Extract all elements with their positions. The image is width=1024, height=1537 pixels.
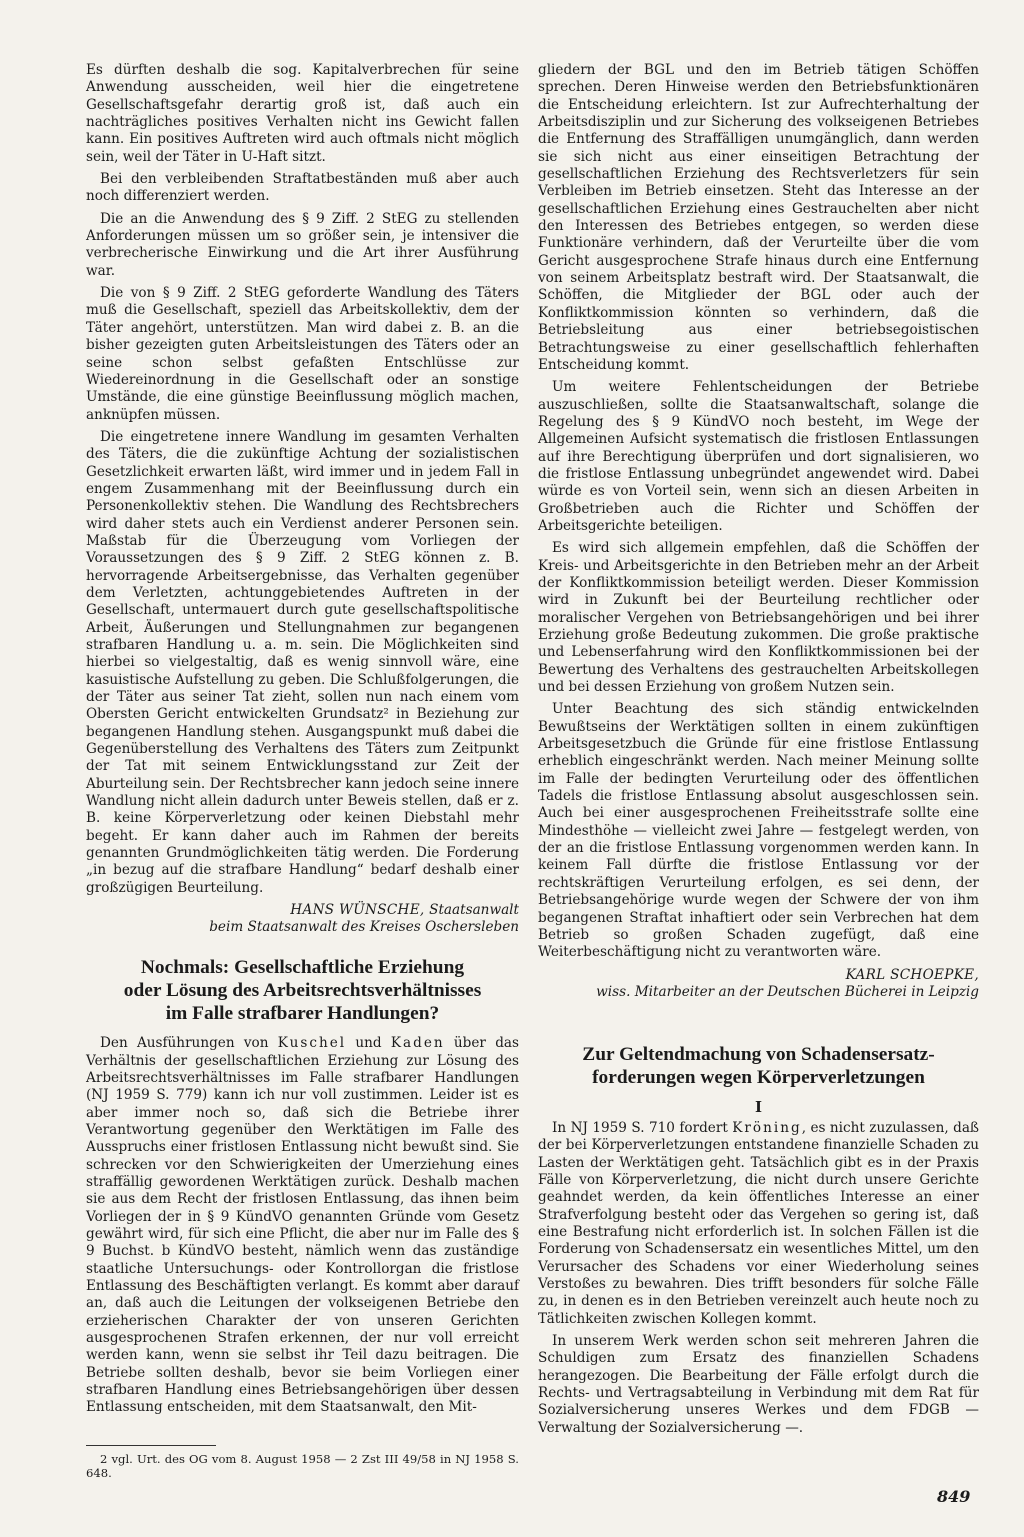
author-kaden: Kaden [390, 1035, 445, 1052]
intro-text: In NJ 1959 S. 710 fordert [552, 1119, 733, 1136]
article-heading [538, 1043, 979, 1089]
article-intro [86, 1035, 519, 1417]
heading-line: Nochmals: Gesellschaftliche Erziehung [140, 957, 465, 979]
paragraph: Die von § 9 Ziff. 2 StEG geforderte Wandlung des Täters muß die Gesellschaft, speziell das Arbeitskollektiv, dem der Täter angehört, unterstützen. Man wird dabei z. B. an die bisher gezeigten guten Arbeitsleistungen des Täters oder an seine schon selbst gefaßten Entschlüsse zur Wiedereinordnung in die Gesellschaft oder an sonstige Umstände, die eine günstige Beeinflussung möglich machen, anknüpfen müssen. [86, 285, 519, 423]
heading-line: forderungen wegen Körperverletzungen [592, 1066, 925, 1088]
author-name: KARL SCHOEPKE, [845, 966, 979, 983]
intro-text: Den Ausführungen von [100, 1035, 278, 1052]
paragraph: In unserem Werk werden schon seit mehreren Jahren die Schuldigen zum Ersatz des finanziellen Schadens herangezogen. Die Bearbeitung der Fälle erfolgt durch die Rechts- und Vertragsabteilung in Verbindung mit dem Rat für Sozialversicherung unseres Werkes und dem FDGB — Verwaltung der Sozialversicherung —. [538, 1333, 979, 1436]
article-intro [538, 1120, 979, 1328]
intro-text: über das Verhältnis der gesellschaftlichen Erziehung zur Lösung des Arbeitsrechtsverhältnisses im Falle strafbarer Handlungen (NJ 1959 S. 779) kann ich nur voll zustimmen. Leider ist es aber immer noch so, daß sich die Betriebe ihrer Verantwortung gegenüber den Werktätigen im Falle des Ausspruchs einer fristlosen Entlassung nicht bewußt sind. Sie schrecken vor den Schwierigkeiten der Umerziehung eines straffällig gewordenen Werktätigen zurück. Deshalb machen sie aus dem Recht der fristlosen Entlassung, das ihnen beim Vorliegen der in § 9 KündVO genannten Gründe vom Gesetz gewährt wird, für sich eine Pflicht, die aber nur im Falle des § 9 Buchst. b KündVO besteht, nämlich wenn das zuständige staatliche Untersuchungs- oder Kontrollorgan die fristlose Entlassung des Beschäftigten verlangt. Es kommt aber darauf an, daß auch die Leitungen der volkseigenen Betriebe den erzieherischen Charakter der von unseren Gerichten ausgesprochenen Strafen erkennen, der nur voll erreicht werden kann, wenn sie selbst ihr Teil dazu beitragen. Die Betriebe sollten deshalb, bevor sie beim Vorliegen einer strafbaren Handlung eines Betriebsangehörigen über dessen Entlassung entscheiden, mit dem Staatsanwalt, den Mit- [86, 1035, 519, 1416]
heading-line: oder Lösung des Arbeitsrechtsverhältnisses [123, 980, 482, 1002]
section-number: I [754, 1097, 763, 1116]
signature-schoepke [538, 967, 979, 1001]
paragraph: gliedern der BGL und den im Betrieb tätigen Schöffen sprechen. Deren Hinweise werden den Betriebsfunktionären die Entscheidung erleichtern. Ist zur Aufrechterhaltung der Arbeitsdisziplin und zur Sicherung des volkseigenen Betriebes die Entfernung des Straffälligen unumgänglich, dann werden sie sich nicht aus einer einseitigen Betrachtung der gesellschaftlichen Erziehung des Rechtsverletzers für sein Verbleiben im Betrieb einsetzen. Steht das Interesse an der gesellschaftlichen Erziehung eines Gestrauchelten aber nicht den Interessen des Betriebes entgegen, so werden diese Funktionäre verhindern, daß der Verurteilte über die vom Gericht ausgesprochene Strafe hinaus durch eine Entfernung von seinem Arbeitsplatz bestraft wird. Der Staatsanwalt, die Schöffen, die Mitglieder der BGL oder auch der Konfliktkommission könnten so verhindern, daß die Betriebsleitung aus einer betriebsegoistischen Betrachtungsweise zu einer gesellschaftlich fehlerhaften Entscheidung kommt. [538, 62, 979, 373]
footnote-divider [86, 1445, 216, 1446]
heading-line: Zur Geltendmachung von Schadensersatz- [582, 1043, 935, 1065]
paragraph: Bei den verbleibenden Straftatbeständen muß aber auch noch differenziert werden. [86, 171, 519, 205]
paragraph: Unter Beachtung des sich ständig entwickelnden Bewußtseins der Werktätigen sollten in einem zukünftigen Arbeitsgesetzbuch die Gründe für eine fristlose Entlassung erheblich eingeschränkt werden. Nach meiner Meinung sollte im Falle der bedingten Verurteilung oder des öffentlichen Tadels die fristlose Entlassung absolut ausgeschlossen sein. Auch bei einer ausgesprochenen Freiheitsstrafe sollte eine Mindesthöhe — vielleicht zwei Jahre — festgelegt werden, von der an die fristlose Entlassung vorgenommen werden kann. In keinem Fall dürfte die fristlose Entlassung vor der rechtskräftigen Verurteilung erfolgen, es sei denn, der Betriebsangehörige wurde wegen der Schwere der von ihm begangenen Straftat inhaftiert oder sein Verbrechen hat dem Betrieb so großen Schaden zugefügt, daß eine Weiterbeschäftigung nicht zu verantworten wäre. [538, 701, 979, 961]
author-name: HANS WÜNSCHE, [290, 902, 430, 919]
signature-wuensche [86, 902, 519, 936]
author-kuschel: Kuschel [277, 1035, 347, 1052]
intro-text: , es nicht zuzulassen, daß der bei Körperverletzungen entstandene finanzielle Schaden zu Lasten der Werktätigen geht. Tatsächlich gibt es in der Praxis Fälle von Körperverletzung, die nicht durch unsere Gerichte geahndet werden, da kein öffentliches Interesse an einer Strafverfolgung besteht oder das Vergehen so gering ist, daß eine Bestrafung nicht erforderlich ist. In solchen Fällen ist die Forderung von Schadensersatz ein wesentliches Mittel, um den Verursacher des Schadens vor einer Wiederholung seines Verstoßes zu bewahren. Dies trifft besonders für solche Fälle zu, in denen es in den Betrieben vereinzelt auch heute noch zu Tätlichkeiten zwischen Kollegen kommt. [538, 1119, 979, 1327]
intro-connector: und [346, 1035, 391, 1052]
author-kroening: Kröning [732, 1119, 802, 1136]
author-title: Staatsanwalt [429, 902, 519, 919]
heading-line: im Falle strafbarer Handlungen? [165, 1003, 440, 1025]
paragraph: Die eingetretene innere Wandlung im gesamten Verhalten des Täters, die die zukünftige Achtung der sozialistischen Gesetzlichkeit erwarten läßt, wird immer und in jedem Fall in engem Zusammenhang mit der Beeinflussung durch ein Personenkollektiv stehen. Die Wandlung des Rechtsbrechers wird daher stets auch ein Verdienst anderer Personen sein. Maßstab für die Überzeugung vom Vorliegen der Voraussetzungen des § 9 Ziff. 2 StEG können z. B. hervorragende Arbeitsergebnisse, das Verhalten gegenüber dem Verletzten, achtunggebietendes Auftreten in der Gesellschaft, untermauert durch gute gesellschaftspolitische Arbeit, Äußerungen und Stellungnahmen zur begangenen strafbaren Handlung u. a. m. sein. Die Möglichkeiten sind hierbei so vielgestaltig, daß es wenig sinnvoll wäre, eine kasuistische Aufstellung zu geben. Die Schlußfolgerungen, die der Täter aus seiner Tat zieht, sollen nun nach einem vom Obersten Gericht entwickelten Grundsatz² in Beziehung zur begangenen Handlung stehen. Ausgangspunkt muß dabei die Gegenüberstellung des Verhaltens des Täters zum Zeitpunkt der Tat mit seinem Entwicklungsstand zur Zeit der Aburteilung sein. Der Rechtsbrecher kann jedoch seine innere Wandlung nicht allein dadurch unter Beweis stellen, daß er z. B. keine Körperverletzung oder keinen Diebstahl mehr begeht. Er kann daher auch im Rahmen der bereits genannten Grundmöglichkeiten tätig werden. Die Forderung „in bezug auf die strafbare Handlung“ bedarf deshalb einer großzügigen Beurteilung. [86, 428, 519, 896]
paragraph: Um weitere Fehlentscheidungen der Betriebe auszuschließen, sollte die Staatsanwaltschaft, solange die Regelung des § 9 KündVO noch besteht, im Wege der Allgemeinen Aufsicht systematisch die fristlosen Entlassungen auf ihre Berechtigung überprüfen und dort signalisieren, wo die fristlose Entlassung unbegründet angewendet wird. Dabei würde es von Vorteil sein, wenn sich an diesen Arbeiten in Großbetrieben auch die Richter und Schöffen der Arbeitsgerichte beteiligen. [538, 379, 979, 534]
author-affiliation: beim Staatsanwalt des Kreises Oschersleben [209, 919, 519, 936]
right-column [538, 62, 979, 1442]
paragraph: Die an die Anwendung des § 9 Ziff. 2 StEG zu stellenden Anforderungen müssen um so größer sein, je intensiver die verbrecherische Einwirkung und die Art ihrer Ausführung war. [86, 210, 519, 279]
article-heading [86, 956, 519, 1025]
left-column [86, 62, 519, 1486]
author-affiliation: wiss. Mitarbeiter an der Deutschen Bücherei in Leipzig [596, 983, 979, 1000]
paragraph: Es dürften deshalb die sog. Kapitalverbrechen für seine Anwendung ausscheiden, weil hier die eingetretene Gesellschaftsgefahr derartig groß ist, daß auch ein nachträgliches positives Verhalten nicht ins Gewicht fallen kann. Ein positives Auftreten wird auch oftmals nicht möglich sein, weil der Täter in U-Haft sitzt. [86, 62, 519, 165]
footnote: 2 vgl. Urt. des OG vom 8. August 1958 — 2 Zst III 49/58 in NJ 1958 S. 648. [86, 1451, 519, 1481]
paragraph: Es wird sich allgemein empfehlen, daß die Schöffen der Kreis- und Arbeitsgerichte in den Betrieben mehr an der Arbeit der Konfliktkommission beteiligt werden. Dieser Kommission wird in Zukunft bei der Beurteilung rechtlicher oder moralischer Vergehen von Betriebsangehörigen und bei ihrer Erziehung große Bedeutung zukommen. Die große praktische und Lebenserfahrung wird den Konfliktkommissionen bei der Bewertung des Verhaltens des gestrauchelten Arbeitskollegen und bei dessen Erziehung von großem Nutzen sein. [538, 540, 979, 696]
page-number: 849 [937, 1487, 971, 1506]
